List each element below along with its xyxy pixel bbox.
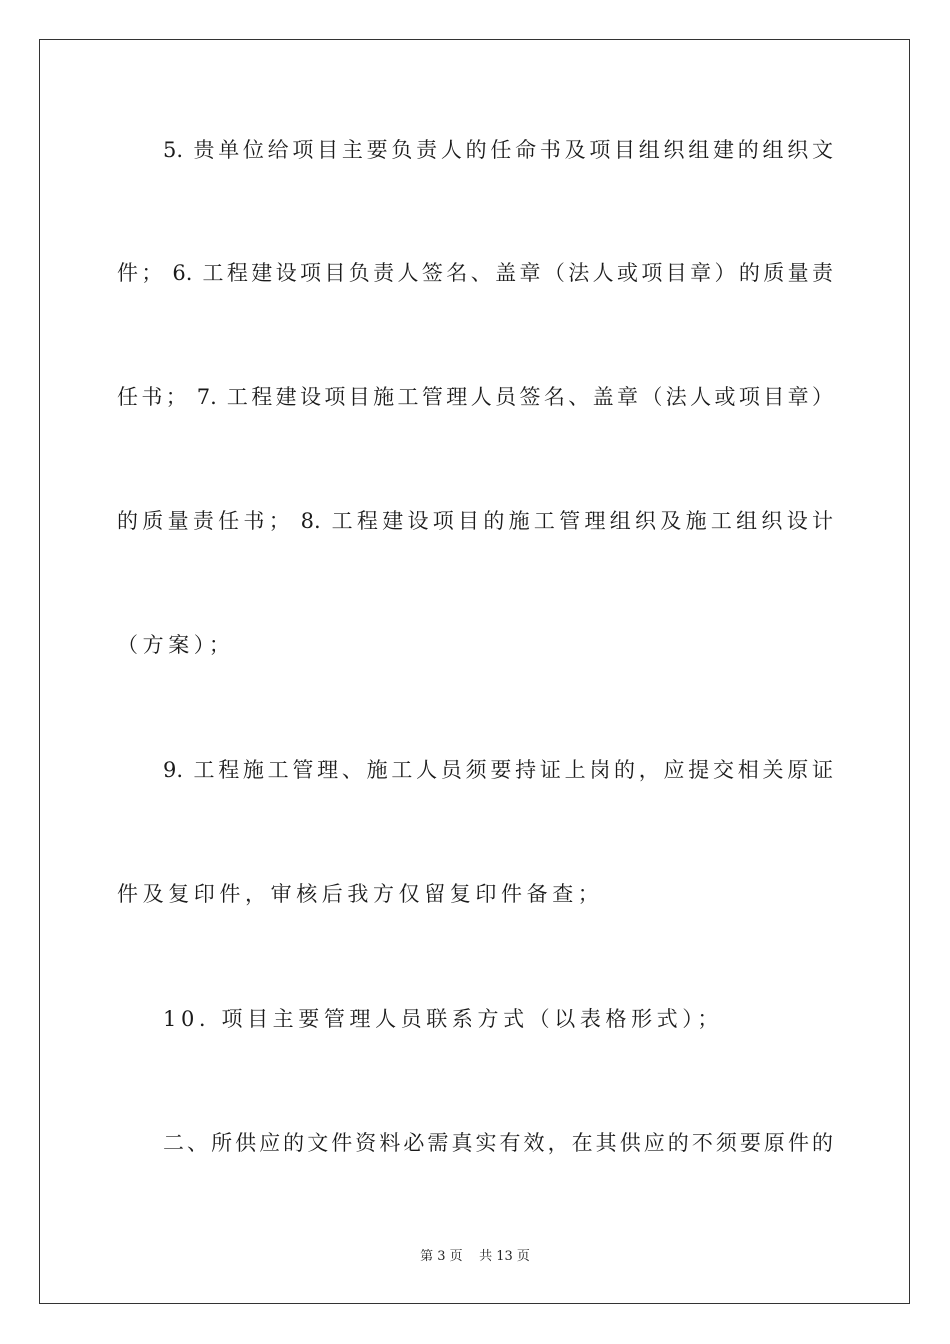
- page-border: [39, 39, 910, 1304]
- text-line-7: 件及复印件，审核后我方仅留复印件备查；: [117, 882, 604, 906]
- text-line-9: 二、所供应的文件资料必需真实有效，在其供应的不须要原件的: [163, 1131, 833, 1155]
- text-line-2: 件； 6. 工程建设项目负责人签名、盖章（法人或项目章）的质量责: [117, 261, 833, 285]
- text-line-3: 任书； 7. 工程建设项目施工管理人员签名、盖章（法人或项目章）: [117, 385, 833, 409]
- text-line-1: 5. 贵单位给项目主要负责人的任命书及项目组织组建的组织文: [163, 138, 833, 162]
- page-number-footer: 第 3 页 共 13 页: [420, 1249, 530, 1264]
- text-line-8: 10. 项目主要管理人员联系方式（以表格形式）；: [163, 1007, 723, 1031]
- text-line-6: 9. 工程施工管理、施工人员须要持证上岗的，应提交相关原证: [163, 758, 833, 782]
- text-line-4: 的质量责任书； 8. 工程建设项目的施工管理组织及施工组织设计: [117, 509, 833, 533]
- text-line-5: （方案）；: [117, 633, 235, 657]
